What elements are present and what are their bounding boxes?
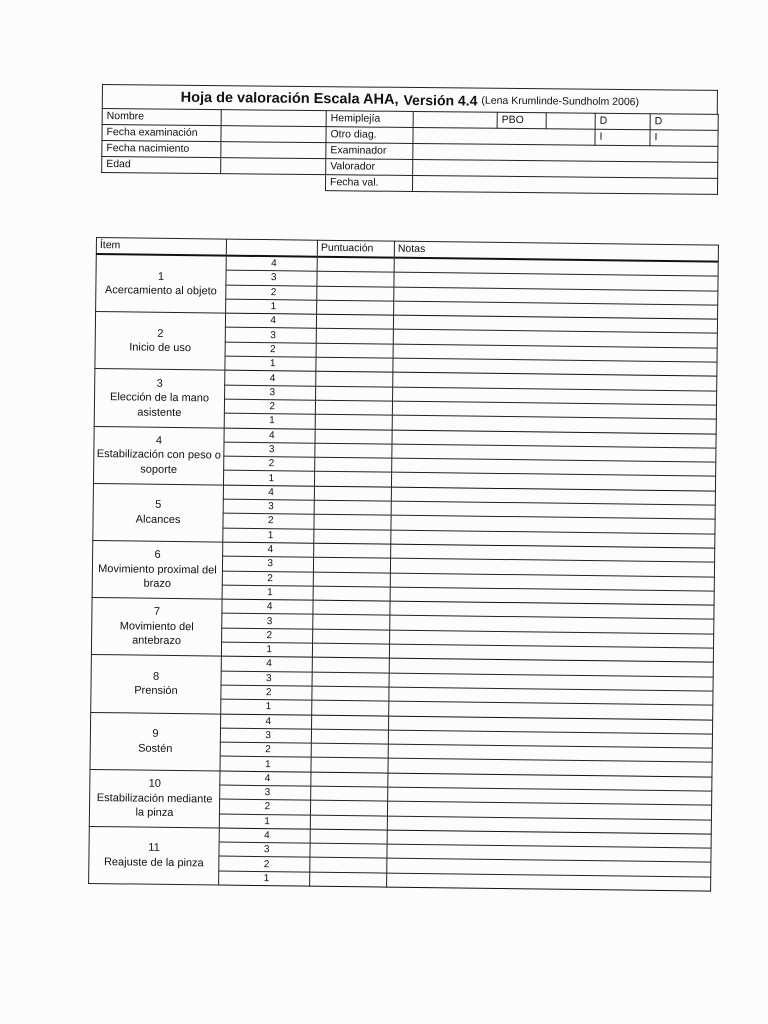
score-field[interactable] (310, 829, 387, 844)
score-field[interactable] (312, 715, 389, 730)
score-level: 2 (219, 857, 310, 872)
score-field[interactable] (314, 486, 391, 501)
rater-label: Valorador (326, 159, 413, 176)
score-level: 4 (225, 370, 316, 385)
side-i-label-1: I (595, 129, 650, 146)
item-number: 1 (157, 270, 165, 283)
score-field[interactable] (312, 643, 389, 658)
score-level: 1 (220, 756, 311, 771)
score-field[interactable] (311, 786, 388, 801)
hemiplegia-label: Hemiplejía (326, 111, 413, 128)
score-level: 2 (225, 342, 316, 357)
side-d-label-2: D (650, 114, 718, 131)
score-field[interactable] (313, 600, 390, 615)
score-level: 1 (219, 871, 310, 886)
score-level: 4 (223, 542, 314, 557)
item-number: 5 (155, 499, 162, 512)
item-number: 3 (156, 377, 163, 390)
score-level: 4 (220, 771, 311, 786)
item-label-cell (90, 712, 221, 771)
score-field[interactable] (316, 372, 393, 387)
score-field[interactable] (315, 429, 392, 444)
score-field[interactable] (311, 729, 388, 744)
hemiplegia-field[interactable] (413, 111, 497, 128)
side-i-label-2: I (650, 130, 718, 147)
rating-date-field[interactable] (412, 175, 717, 194)
score-field[interactable] (310, 858, 387, 873)
score-level: 4 (219, 828, 310, 843)
score-field[interactable] (316, 343, 393, 358)
score-field[interactable] (316, 386, 393, 401)
score-level: 3 (225, 328, 316, 343)
item-name: Estabilización mediante la pinza (96, 791, 213, 820)
score-field[interactable] (314, 515, 391, 530)
score-level: 3 (223, 499, 314, 514)
item-number: 4 (155, 434, 163, 447)
score-field[interactable] (317, 272, 394, 287)
name-field[interactable] (221, 110, 326, 127)
item-label-cell (95, 312, 226, 371)
score-level: 2 (222, 571, 313, 586)
score-level: 4 (224, 428, 315, 443)
score-field[interactable] (316, 314, 393, 329)
score-field[interactable] (314, 500, 391, 515)
items-form (88, 237, 718, 892)
side-d-label-1: D (595, 113, 650, 130)
score-column-header: Puntuación (317, 240, 394, 257)
score-field[interactable] (313, 557, 390, 572)
score-level: 3 (219, 842, 310, 857)
birth-date-field[interactable] (221, 142, 326, 159)
form-title-text: Hoja de valoración Escala AHA, (180, 89, 399, 108)
exam-date-label: Fecha examinación (102, 125, 221, 142)
score-level: 3 (225, 385, 316, 400)
item-name: Elección de la mano asistente (109, 391, 210, 419)
birth-date-label: Fecha nacimiento (102, 141, 221, 158)
pbo-field[interactable] (546, 113, 595, 129)
score-field[interactable] (313, 629, 390, 644)
item-label-cell (91, 598, 222, 657)
item-label-cell (92, 540, 223, 599)
score-field[interactable] (311, 743, 388, 758)
score-field[interactable] (313, 586, 390, 601)
item-number: 9 (152, 727, 159, 740)
item-label-cell (94, 369, 225, 428)
score-level: 2 (220, 742, 311, 757)
item-number: 11 (148, 842, 160, 855)
examiner-label: Examinador (326, 143, 413, 160)
score-level: 1 (221, 699, 312, 714)
score-field[interactable] (310, 872, 387, 887)
score-field[interactable] (310, 843, 387, 858)
score-field[interactable] (310, 800, 387, 815)
pbo-label: PBO (497, 112, 546, 128)
score-level: 4 (221, 656, 312, 671)
score-level: 3 (224, 442, 315, 457)
item-name: Estabilización con peso o soporte (96, 448, 221, 476)
score-level: 1 (221, 642, 312, 657)
score-field[interactable] (314, 529, 391, 544)
item-number: 8 (152, 670, 160, 683)
score-field[interactable] (315, 414, 392, 429)
level-column-header (226, 239, 317, 257)
score-field[interactable] (312, 686, 389, 701)
item-name: Prensión (134, 684, 178, 698)
score-level: 1 (226, 299, 317, 314)
score-level: 2 (219, 799, 310, 814)
score-level: 4 (225, 313, 316, 328)
score-level: 2 (224, 456, 315, 471)
notes-field[interactable] (387, 873, 711, 891)
score-level: 3 (222, 556, 313, 571)
age-label: Edad (102, 157, 221, 174)
item-name: Alcances (135, 513, 181, 526)
item-label-cell (93, 426, 224, 485)
score-field[interactable] (312, 672, 389, 687)
patient-info-grid (101, 108, 719, 195)
other-diag-field[interactable] (413, 127, 595, 145)
item-column-header: Ítem (96, 238, 226, 256)
score-level: 1 (224, 413, 315, 428)
score-field[interactable] (317, 300, 394, 315)
score-level: 4 (223, 485, 314, 500)
score-level: 2 (224, 399, 315, 414)
item-label-cell (93, 483, 224, 542)
score-field[interactable] (313, 572, 390, 587)
header-form (101, 84, 718, 195)
score-level: 2 (226, 285, 317, 300)
item-number: 7 (153, 606, 161, 619)
score-level: 2 (221, 685, 312, 700)
score-field[interactable] (310, 815, 387, 830)
item-name: Sostén (138, 742, 173, 755)
score-level: 3 (220, 728, 311, 743)
items-table (88, 237, 719, 892)
item-label-cell (91, 655, 222, 714)
other-diag-label: Otro diag. (326, 127, 413, 144)
item-label-cell (89, 769, 220, 828)
score-level: 2 (223, 513, 314, 528)
score-level: 4 (226, 256, 317, 272)
item-name: Movimiento proximal del brazo (98, 562, 217, 591)
notes-column-header: Notas (394, 241, 718, 261)
score-level: 3 (221, 671, 312, 686)
score-field[interactable] (316, 357, 393, 372)
item-name: Acercamiento al objeto (104, 284, 217, 298)
item-number: 2 (157, 327, 164, 340)
score-level: 3 (226, 270, 317, 285)
score-field[interactable] (315, 400, 392, 415)
score-field[interactable] (311, 758, 388, 773)
score-level: 1 (223, 471, 314, 486)
score-level: 1 (222, 585, 313, 600)
blank-area (101, 173, 325, 191)
item-label-cell (89, 826, 220, 885)
score-level: 4 (222, 599, 313, 614)
item-name: Inicio de uso (129, 341, 192, 355)
item-name: Reajuste de la pinza (103, 856, 204, 870)
score-level: 3 (222, 613, 313, 628)
item-name: Movimiento del antebrazo (119, 620, 194, 648)
form-version: Versión 4.4 (403, 91, 478, 109)
age-field[interactable] (221, 158, 326, 175)
score-level: 2 (222, 628, 313, 643)
score-field[interactable] (315, 457, 392, 472)
exam-date-field[interactable] (221, 126, 326, 143)
score-field[interactable] (315, 443, 392, 458)
item-number: 10 (148, 777, 162, 790)
score-level: 1 (223, 528, 314, 543)
score-field[interactable] (313, 615, 390, 630)
score-field[interactable] (311, 772, 388, 787)
score-field[interactable] (312, 700, 389, 715)
score-field[interactable] (317, 257, 394, 273)
score-field[interactable] (314, 543, 391, 558)
items-body (89, 254, 719, 891)
score-level: 1 (225, 356, 316, 371)
rating-date-label: Fecha val. (325, 175, 412, 192)
score-field[interactable] (317, 286, 394, 301)
score-field[interactable] (314, 472, 391, 487)
score-field[interactable] (316, 329, 393, 344)
item-label-cell (96, 254, 227, 313)
score-field[interactable] (312, 657, 389, 672)
name-label: Nombre (102, 109, 221, 126)
score-level: 3 (220, 785, 311, 800)
score-level: 4 (221, 714, 312, 729)
score-level: 1 (219, 814, 310, 829)
form-author: (Lena Krumlinde-Sundholm 2006) (481, 94, 640, 108)
item-number: 6 (154, 549, 161, 562)
